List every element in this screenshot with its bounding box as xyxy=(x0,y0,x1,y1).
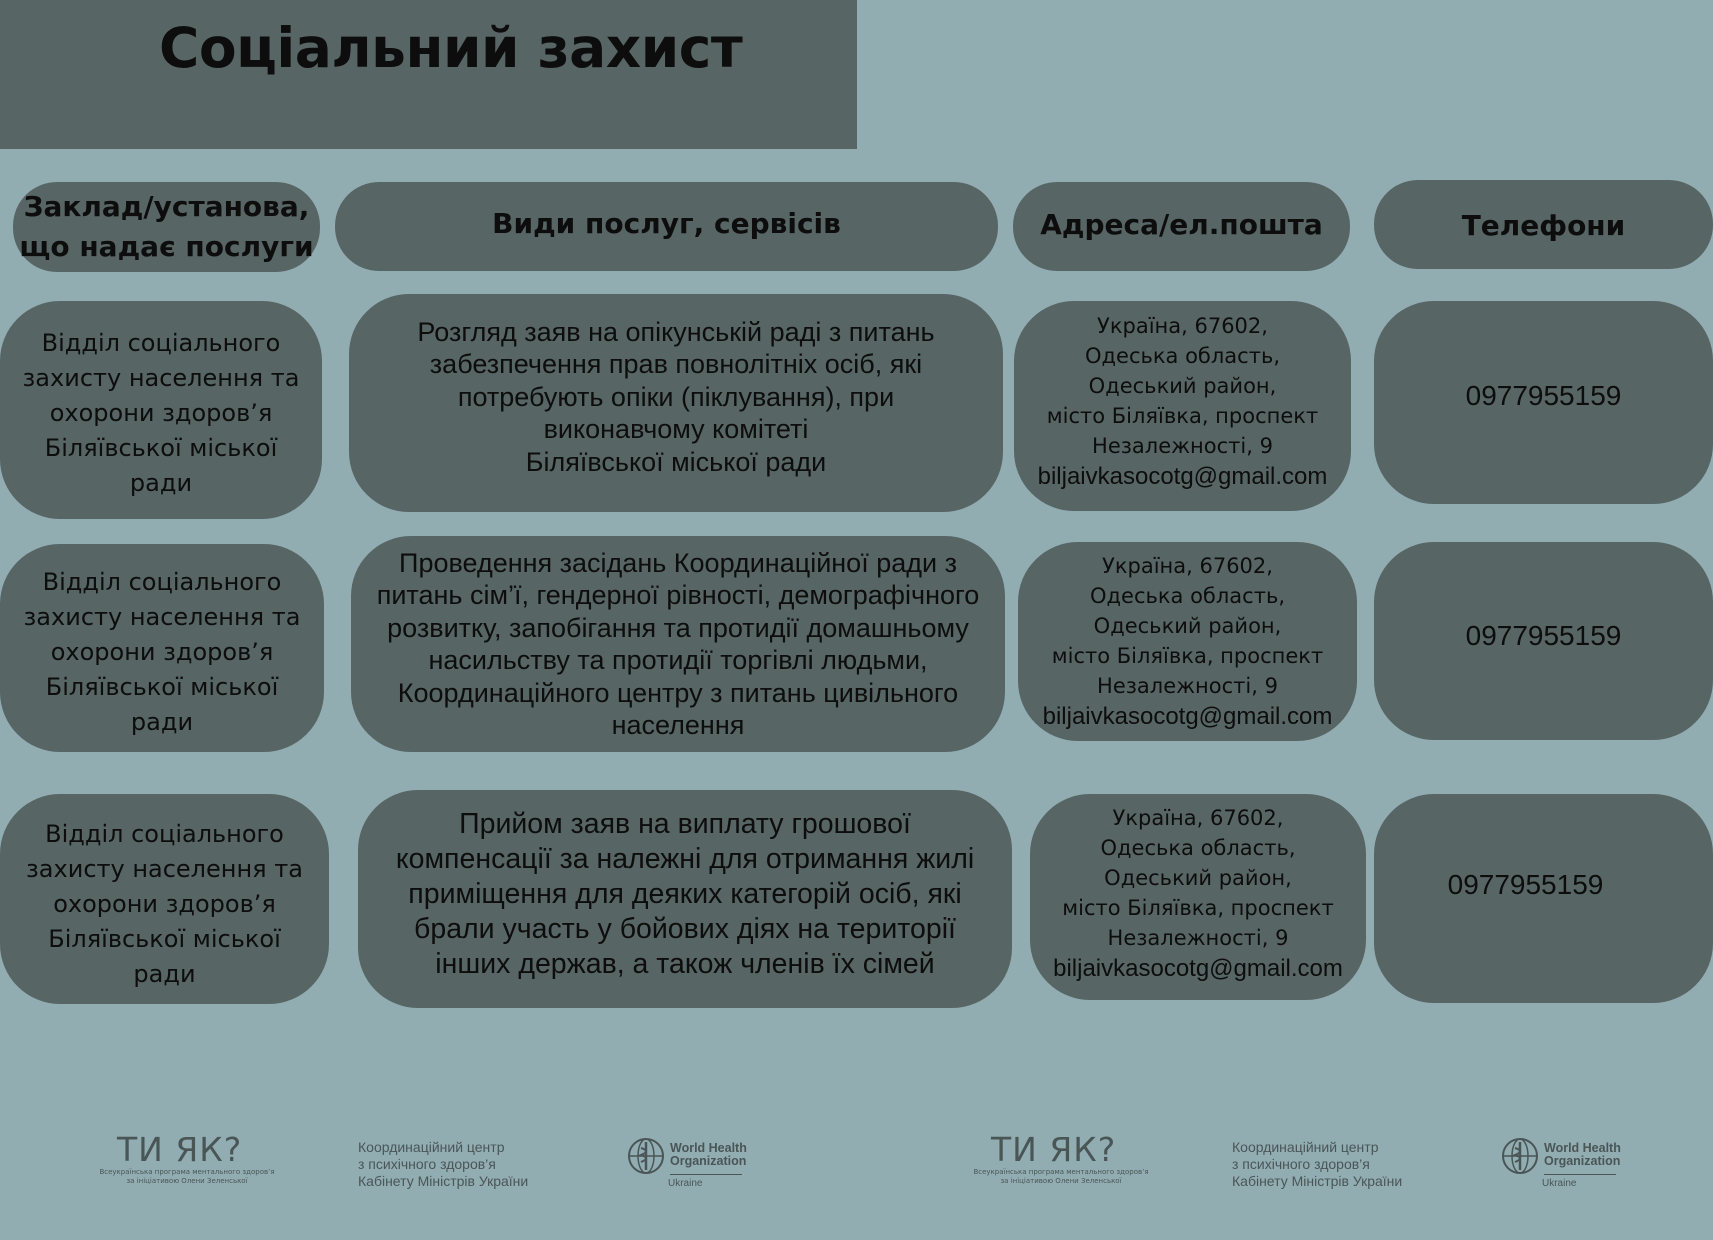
tiyak-logo-mark: ТИ ЯК? xyxy=(991,1130,1117,1169)
who-emblem-icon xyxy=(1500,1136,1540,1176)
email-link[interactable]: biljaivkasocotg@gmail.com xyxy=(1042,702,1333,730)
coordination-center-line: Координаційний центр xyxy=(1232,1139,1379,1155)
org-line: Біляївської міської xyxy=(44,433,278,462)
phone-number[interactable]: 0977955159 xyxy=(1465,379,1622,411)
row-3-org xyxy=(0,794,329,1004)
header-phones xyxy=(1374,180,1713,269)
who-name-line: World Health xyxy=(1544,1141,1621,1155)
service-line: населення xyxy=(611,710,745,740)
header-services-label: Види послуг, сервісів xyxy=(492,206,841,240)
service-line: інших держав, а також членів їх сімей xyxy=(435,947,935,980)
org-line: охорони здоров’я xyxy=(53,889,276,918)
org-line: охорони здоров’я xyxy=(49,398,273,427)
row-2-phone xyxy=(1374,542,1713,740)
header-institution xyxy=(13,182,320,272)
service-line: компенсації за належні для отримання жилі xyxy=(395,842,975,875)
tiyak-logo-sub xyxy=(97,1168,277,1186)
row-2-service xyxy=(351,536,1005,752)
coordination-center-line: Кабінету Міністрів України xyxy=(1232,1173,1403,1189)
org-line: ради xyxy=(129,468,193,497)
address-line: Україна, 67602, xyxy=(1097,314,1268,338)
service-line: потребують опіки (піклування), при xyxy=(457,381,895,412)
who-name-line: Organization xyxy=(670,1154,747,1168)
coordination-center-line: з психічного здоров’я xyxy=(358,1156,496,1172)
address-line: Одеська область, xyxy=(1084,344,1281,368)
header-services xyxy=(335,182,998,271)
email-link[interactable]: biljaivkasocotg@gmail.com xyxy=(1053,955,1343,982)
row-3-address xyxy=(1030,794,1366,1000)
who-country: Ukraine xyxy=(1542,1178,1577,1189)
address-line: місто Біляївка, проспект xyxy=(1062,896,1334,920)
org-line: охорони здоров’я xyxy=(50,637,274,666)
service-line: Розгляд заяв на опікунській раді з питань xyxy=(417,316,935,347)
header-institution-line: що надає послуги xyxy=(19,230,314,263)
email-link[interactable]: biljaivkasocotg@gmail.com xyxy=(1037,463,1328,490)
page-title: Соціальний захист xyxy=(159,16,743,80)
address-line: Україна, 67602, xyxy=(1102,553,1273,578)
coordination-center-logo xyxy=(358,1139,528,1190)
who-name-line: Organization xyxy=(1544,1154,1621,1168)
tiyak-sub-line: Всеукраїнська програма ментального здоров’я xyxy=(99,1168,275,1176)
address-line: Україна, 67602, xyxy=(1112,806,1284,830)
org-line: Біляївської міської xyxy=(48,924,281,953)
tiyak-logo xyxy=(971,1132,1151,1186)
tiyak-logo-sub xyxy=(971,1168,1151,1186)
service-line: насильству та протидії торгівлі людьми, xyxy=(428,645,928,675)
org-line: Відділ соціального xyxy=(41,328,281,357)
org-line: ради xyxy=(130,707,194,736)
row-3-service xyxy=(358,790,1012,1008)
address-line: Незалежності, 9 xyxy=(1092,434,1273,458)
phone-number[interactable]: 0977955159 xyxy=(1447,868,1604,900)
who-name-line: World Health xyxy=(670,1141,747,1155)
org-line: Біляївської міської xyxy=(45,672,279,701)
address-line: Незалежності, 9 xyxy=(1097,673,1278,698)
header-institution-line: Заклад/установа, xyxy=(23,190,310,223)
service-line: питань сім’ї, гендерної рівності, демографічного xyxy=(376,580,980,610)
row-2-org xyxy=(0,544,324,752)
header-address-label: Адреса/ел.пошта xyxy=(1040,208,1323,241)
tiyak-sub-line: за ініціативою Олени Зеленської xyxy=(126,1177,248,1185)
address-line: Незалежності, 9 xyxy=(1107,926,1289,950)
service-line: приміщення для деяких категорій осіб, які xyxy=(408,877,962,910)
service-line: виконавчому комітеті xyxy=(543,414,809,445)
row-1-org xyxy=(0,301,322,519)
org-line: ради xyxy=(133,959,196,988)
service-line: Прийом заяв на виплату грошової xyxy=(459,807,911,840)
address-line: місто Біляївка, проспект xyxy=(1046,404,1319,428)
row-3-phone xyxy=(1374,794,1713,1003)
service-line: брали участь у бойових діях на території xyxy=(414,912,956,945)
address-line: Одеська область, xyxy=(1100,836,1296,860)
org-line: захисту населення та xyxy=(26,854,303,883)
row-2-address xyxy=(1018,542,1357,741)
row-1-phone xyxy=(1374,301,1713,504)
service-line: Координаційного центру з питань цивільного xyxy=(397,677,959,708)
row-1-address xyxy=(1014,301,1351,511)
service-line: Проведення засідань Координаційної ради з xyxy=(399,547,957,578)
who-emblem-icon xyxy=(626,1136,666,1176)
phone-number[interactable]: 0977955159 xyxy=(1465,620,1622,651)
coordination-center-line: з психічного здоров’я xyxy=(1232,1156,1370,1172)
coordination-center-line: Кабінету Міністрів України xyxy=(358,1173,529,1189)
who-country: Ukraine xyxy=(668,1178,703,1189)
org-line: Відділ соціального xyxy=(45,819,284,848)
service-line: забезпечення прав повнолітніх осіб, які xyxy=(429,349,923,380)
coordination-center-logo xyxy=(1232,1139,1402,1190)
org-line: захисту населення та xyxy=(23,602,301,631)
title-banner xyxy=(0,0,857,149)
org-line: захисту населення та xyxy=(22,363,300,392)
address-line: Одеський район, xyxy=(1093,613,1282,638)
coordination-center-line: Координаційний центр xyxy=(358,1139,505,1155)
tiyak-logo-mark: ТИ ЯК? xyxy=(117,1130,243,1169)
address-line: місто Біляївка, проспект xyxy=(1051,643,1324,668)
header-address xyxy=(1013,182,1350,271)
header-phones-label: Телефони xyxy=(1461,208,1626,242)
row-1-service xyxy=(349,294,1003,512)
org-line: Відділ соціального xyxy=(42,567,282,596)
address-line: Одеська область, xyxy=(1089,583,1286,608)
tiyak-sub-line: за ініціативою Олени Зеленської xyxy=(1000,1177,1122,1185)
service-line: Біляївської міської ради xyxy=(525,446,827,477)
tiyak-sub-line: Всеукраїнська програма ментального здоров’я xyxy=(973,1168,1149,1176)
address-line: Одеський район, xyxy=(1088,374,1277,398)
service-line: розвитку, запобігання та протидії домашньому xyxy=(387,612,969,643)
tiyak-logo xyxy=(97,1132,277,1186)
address-line: Одеський район, xyxy=(1104,866,1292,890)
